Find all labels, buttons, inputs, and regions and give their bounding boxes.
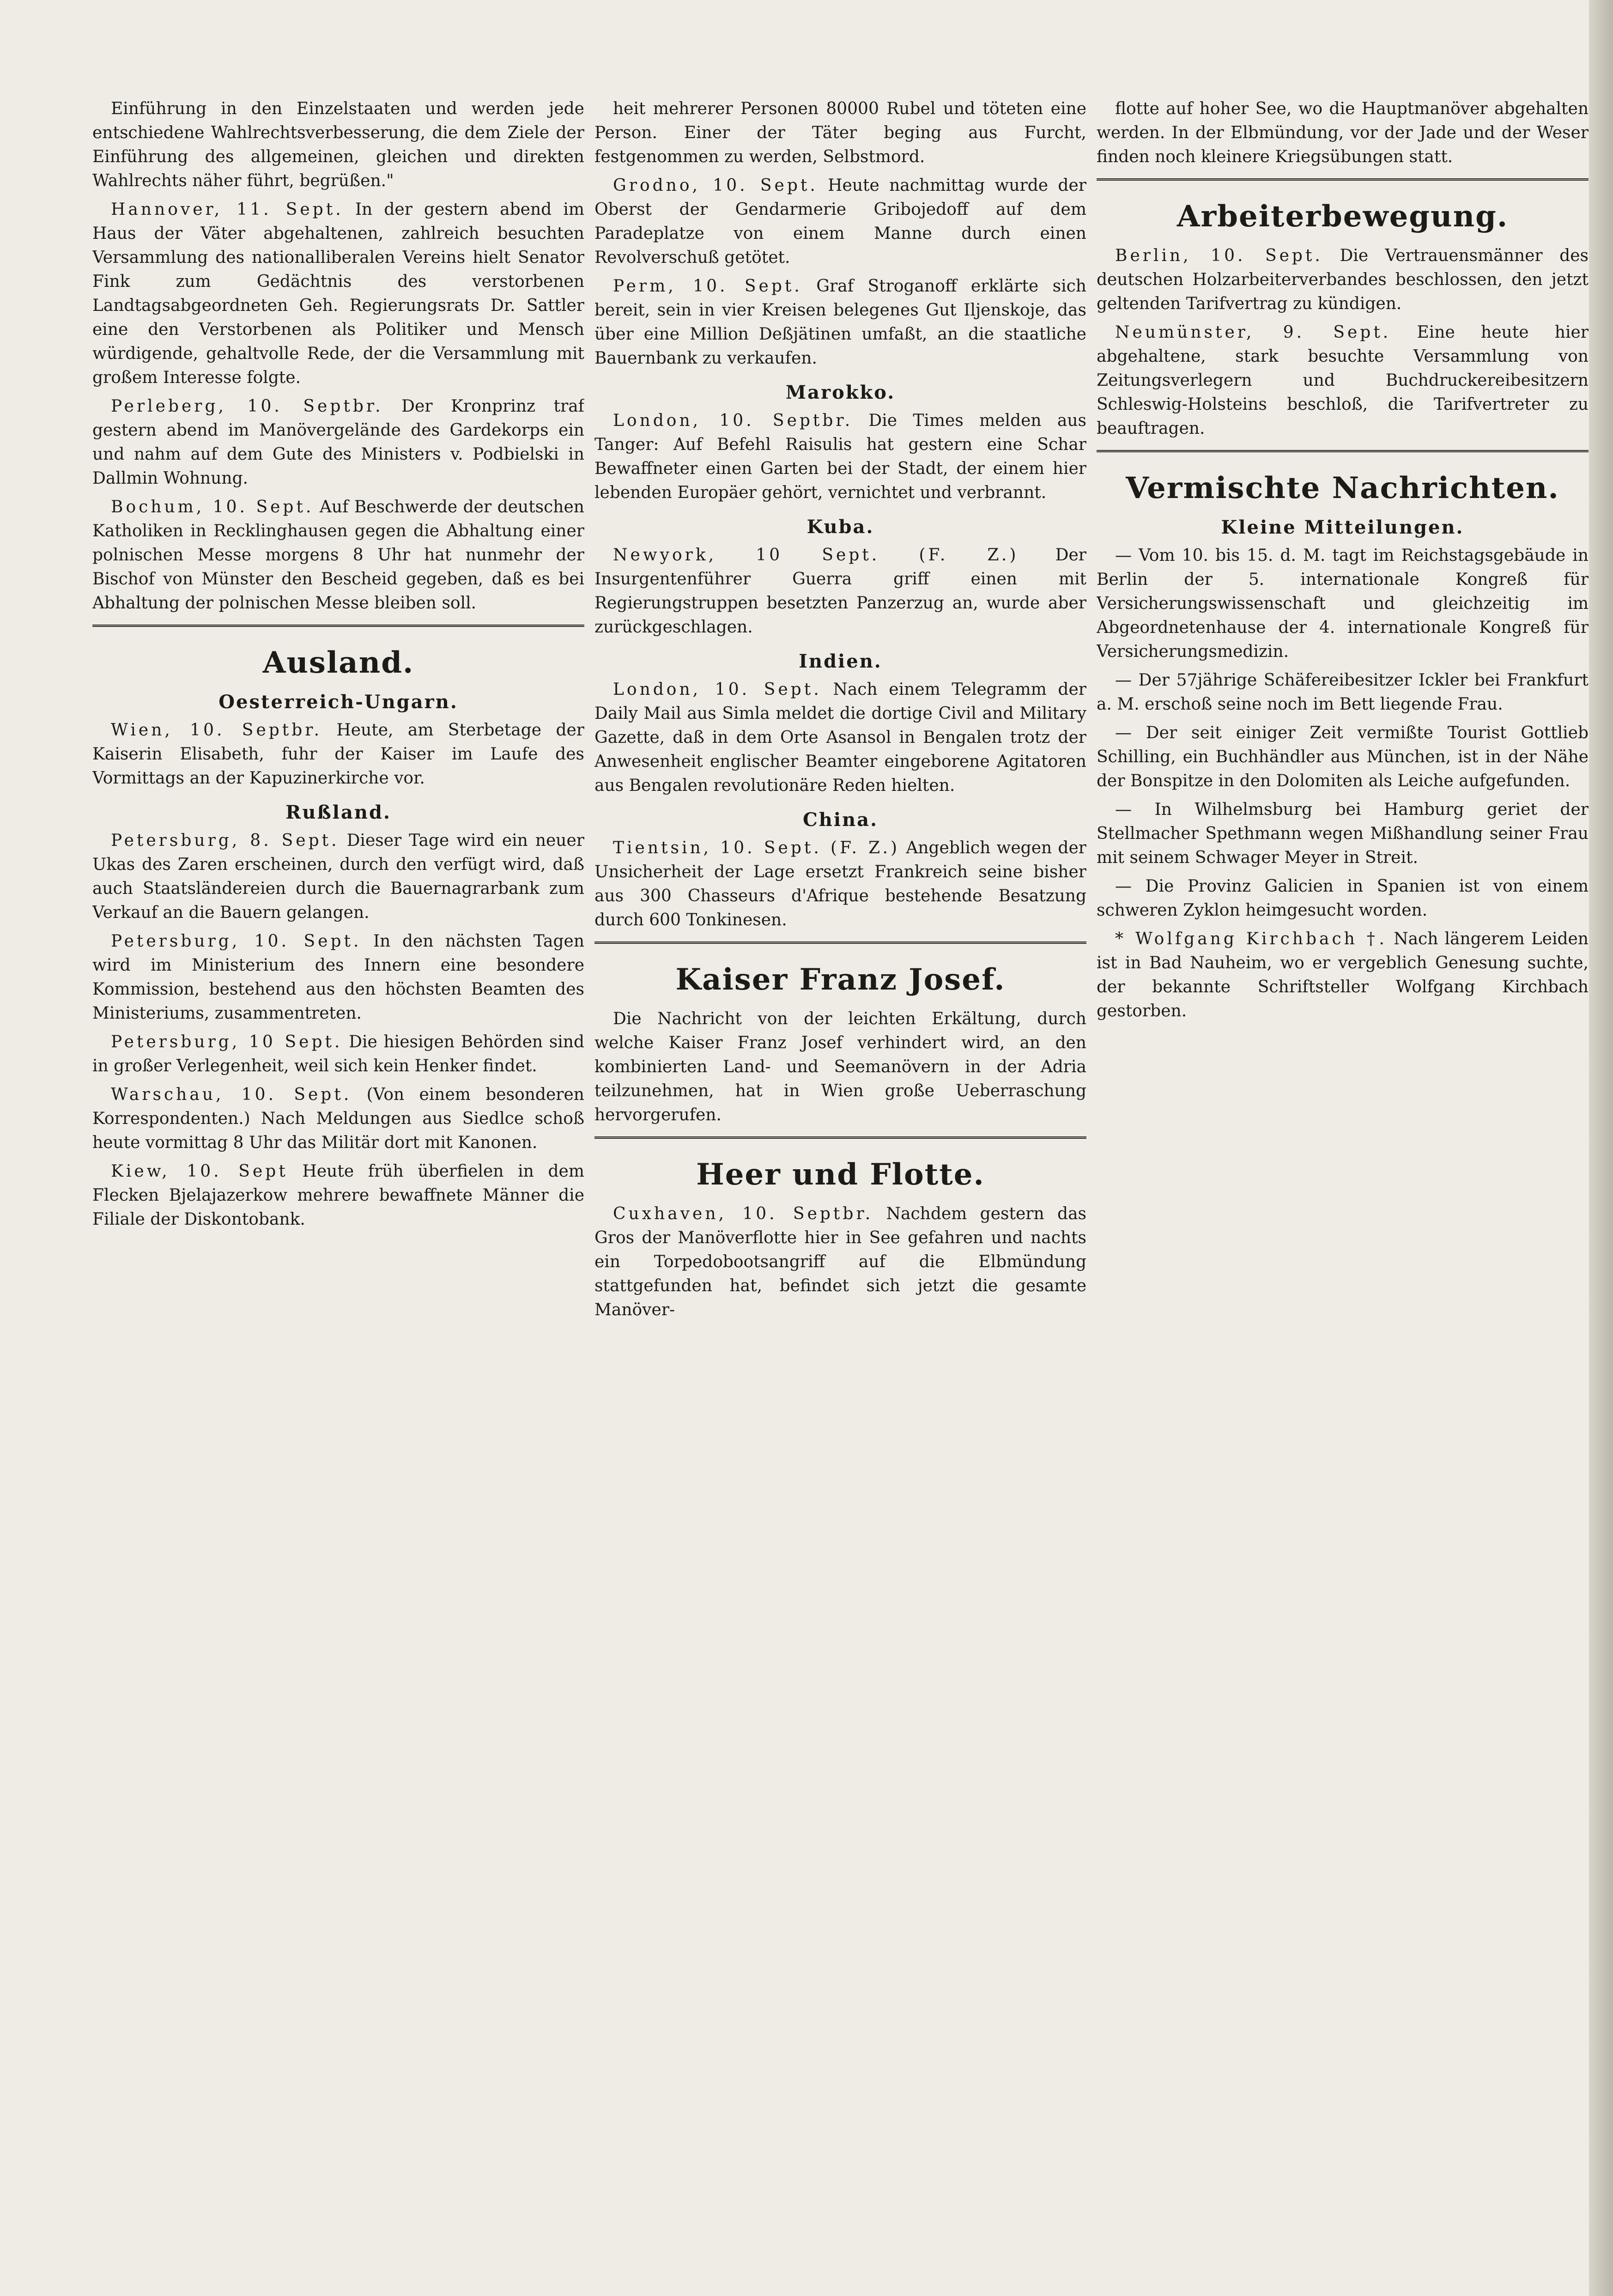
column-intro: Einführung in den Einzelstaaten und werden jede entschiedene Wahlrechtsverbesserung, die dem Ziele der Einführung des allgemeinen, gleichen und direkten Wahlrechts näher führt, begrüßen." — [92, 99, 584, 190]
dateline: Cuxhaven, 10. Septbr. — [613, 1204, 873, 1223]
section-heading: Heer und Flotte. — [696, 1157, 985, 1192]
dateline: Grodno, 10. Sept. — [613, 176, 818, 195]
article-paragraph — [92, 495, 584, 615]
dateline: Tientsin, 10. Sept. (F. Z.) — [613, 838, 900, 857]
section-heading: Ausland. — [262, 645, 414, 680]
dateline: Perm, 10. Sept. — [613, 277, 802, 296]
article-paragraph — [92, 929, 584, 1026]
article-text: Heute, am Sterbetage der Kaiserin Elisabeth, fuhr der Kaiser im Laufe des Vormittags an der Kapuzinerkirche vor. — [92, 721, 584, 788]
section-heading: Arbeiterbewegung. — [1176, 199, 1509, 234]
subsection-heading: Rußland. — [285, 802, 391, 823]
section-heading: Vermischte Nachrichten. — [1126, 471, 1559, 505]
article-paragraph — [92, 1030, 584, 1078]
subsection-heading: China. — [802, 809, 879, 831]
article-text: Die hiesigen Behörden sind in großer Verlegenheit, weil sich kein Henker findet. — [92, 1033, 584, 1075]
scan-page-edge — [1589, 0, 1613, 2296]
subsection-heading: Oesterreich-Ungarn. — [218, 691, 458, 713]
column-2 — [594, 97, 1086, 2268]
article-text: Nach längerem Leiden ist in Bad Nauheim, wo er vergeblich Genesung suchte, der bekannte Schriftsteller Wolfgang Kirchbach gestorben. — [1097, 929, 1589, 1020]
article-paragraph: Die Nachricht von der leichten Erkältung, durch welche Kaiser Franz Josef verhindert wird, an den kombinierten Land- und Seemanövern in der Adria teilzunehmen, hat in Wien große Ueberraschung hervorgerufen. — [594, 1009, 1086, 1124]
article-text: Nach einem Telegramm der Daily Mail aus Simla meldet die dortige Civil and Military Gazette, daß in dem Orte Asansol in Bengalen trotz der Anwesenheit englischer Beamter eingeborene Agitatoren aus Bengalen revolutionäre Reden hielten. — [594, 680, 1086, 795]
dateline: Perleberg, 10. Septbr. — [111, 397, 383, 416]
dateline: Warschau, 10. Sept. — [111, 1085, 352, 1104]
article-text: Der Insurgentenführer Guerra griff einen mit Regierungstruppen besetzten Panzerzug an, wurde aber zurückgeschlagen. — [594, 546, 1086, 637]
column-intro: flotte auf hoher See, wo die Hauptmanöver abgehalten werden. In der Elbmündung, vor der Jade und der Weser finden noch kleinere Kriegsübungen statt. — [1097, 99, 1589, 166]
dateline: London, 10. Sept. — [613, 680, 822, 699]
dateline: Newyork, 10 Sept. (F. Z.) — [613, 546, 1019, 565]
article-paragraph — [594, 836, 1086, 932]
article-paragraph: — Die Provinz Galicien in Spanien ist von einem schweren Zyklon heimgesucht worden. — [1097, 877, 1589, 920]
article-paragraph — [1097, 244, 1589, 316]
subsection-heading: Indien. — [799, 650, 882, 672]
article-text: Nachdem gestern das Gros der Manöverflotte hier in See gefahren und nachts ein Torpedobootsangriff auf die Elbmündung stattgefunden hat, befindet sich jetzt die gesamte Manöver- — [594, 1204, 1086, 1319]
article-paragraph — [1097, 927, 1589, 1023]
article-paragraph — [594, 543, 1086, 639]
article-text: In den nächsten Tagen wird im Ministerium des Innern eine besondere Kommission, bestehend aus den höchsten Beamten des Ministeriums, zusammentreten. — [92, 932, 584, 1023]
dateline: Wien, 10. Septbr. — [111, 721, 322, 740]
article-text: Die Vertrauensmänner des deutschen Holzarbeiterverbandes beschlossen, den jetzt geltenden Tarifvertrag zu kündigen. — [1097, 246, 1589, 313]
article-paragraph — [92, 1083, 584, 1155]
article-paragraph: — Der seit einiger Zeit vermißte Tourist Gottlieb Schilling, ein Buchhändler aus München, ist in der Nähe der Bonspitze in den Dolomiten als Leiche aufgefunden. — [1097, 723, 1589, 790]
article-text: Der Kronprinz traf gestern abend im Manövergelände des Gardekorps ein und nahm auf dem Gute des Ministers v. Podbielski in Dallmin Wohnung. — [92, 397, 584, 488]
article-paragraph — [92, 395, 584, 491]
article-paragraph: — In Wilhelmsburg bei Hamburg geriet der Stellmacher Spethmann wegen Mißhandlung seiner Frau mit seinem Schwager Meyer in Streit. — [1097, 800, 1589, 867]
section-divider — [1097, 178, 1589, 181]
column-3 — [1097, 97, 1589, 2268]
section-heading: Kaiser Franz Josef. — [675, 962, 1006, 997]
dateline: Berlin, 10. Sept. — [1115, 246, 1323, 265]
article-paragraph — [92, 718, 584, 790]
section-divider — [1097, 450, 1589, 452]
article-paragraph — [92, 198, 584, 390]
subsection-heading: Kleine Mitteilungen. — [1221, 516, 1464, 538]
newspaper-page — [92, 97, 1589, 2268]
article-text: Angeblich wegen der Unsicherheit der Lage ersetzt Frankreich seine bisher aus 300 Chasseurs d'Afrique bestehende Besatzung durch 600 Tonkinesen. — [594, 838, 1086, 929]
article-paragraph — [594, 678, 1086, 798]
section-divider — [594, 941, 1086, 944]
article-text: Dieser Tage wird ein neuer Ukas des Zaren erscheinen, durch den verfügt wird, daß auch Staatsländereien durch die Bauernagrarbank zum Verkauf an die Bauern gelangen. — [92, 831, 584, 922]
article-paragraph — [594, 1202, 1086, 1322]
dateline: London, 10. Septbr. — [613, 411, 853, 430]
dateline: Petersburg, 10. Sept. — [111, 932, 362, 951]
section-divider — [594, 1136, 1086, 1139]
dateline: * Wolfgang Kirchbach †. — [1115, 929, 1387, 948]
dateline: Petersburg, 10 Sept. — [111, 1033, 343, 1051]
article-text: (Von einem besonderen Korrespondenten.) Nach Meldungen aus Siedlce schoß heute vormittag 8 Uhr das Militär dort mit Kanonen. — [92, 1085, 584, 1152]
article-paragraph — [92, 1160, 584, 1232]
subsection-heading: Marokko. — [785, 382, 896, 403]
subsection-heading: Kuba. — [806, 516, 874, 538]
article-text: Die Times melden aus Tanger: Auf Befehl Raisulis hat gestern eine Schar Bewaffneter einen Garten bei der Stadt, der einem hier lebenden Europäer gehört, vernichtet und verbrannt. — [594, 411, 1086, 502]
column-1 — [92, 97, 584, 2268]
article-text: In der gestern abend im Haus der Väter abgehaltenen, zahlreich besuchten Versammlung des nationalliberalen Vereins hielt Senator Fink zum Gedächtnis des verstorbenen Landtagsabgeordneten Geh. Regierungsrats Dr. Sattler eine den Verstorbenen als Politiker und Mensch würdigende, gehaltvolle Rede, der die Versammlung mit großem Interesse folgte. — [92, 200, 584, 387]
article-text: Graf Stroganoff erklärte sich bereit, sein in vier Kreisen belegenes Gut Iljenskoje, das über eine Million Deßjätinen umfaßt, an die staatliche Bauernbank zu verkaufen. — [594, 277, 1086, 368]
article-text: Eine heute hier abgehaltene, stark besuchte Versammlung von Zeitungsverlegern und Buchdruckereibesitzern Schleswig-Holsteins beschloß, die Tarifvertreter zu beauftragen. — [1097, 323, 1589, 438]
article-paragraph — [92, 829, 584, 925]
column-intro: heit mehrerer Personen 80000 Rubel und töteten eine Person. Einer der Täter beging aus Furcht, festgenommen zu werden, Selbstmord. — [594, 99, 1086, 166]
dateline: Hannover, 11. Sept. — [111, 200, 344, 219]
article-text: Heute nachmittag wurde der Oberst der Gendarmerie Gribojedoff auf dem Paradeplatze von einem Manne durch einen Revolverschuß getötet. — [594, 176, 1086, 267]
article-paragraph — [594, 274, 1086, 371]
article-paragraph — [594, 409, 1086, 505]
section-divider — [92, 625, 584, 627]
article-paragraph — [594, 174, 1086, 270]
article-paragraph — [1097, 321, 1589, 441]
dateline: Kiew, 10. Sept — [111, 1162, 288, 1181]
article-text: Auf Beschwerde der deutschen Katholiken in Recklinghausen gegen die Abhaltung einer polnischen Messe morgens 8 Uhr hat nunmehr der Bischof von Münster den Bescheid gegeben, daß es bei Abhaltung der polnischen Messe bleiben soll. — [92, 498, 584, 613]
article-paragraph: — Vom 10. bis 15. d. M. tagt im Reichstagsgebäude in Berlin der 5. internationale Kongreß für Versicherungswissenschaft und gleichzeitig im Abgeordnetenhause der 4. internationale Kongreß für Versicherungsmedizin. — [1097, 546, 1589, 661]
dateline: Bochum, 10. Sept. — [111, 498, 314, 516]
dateline: Neumünster, 9. Sept. — [1115, 323, 1391, 342]
dateline: Petersburg, 8. Sept. — [111, 831, 340, 850]
article-paragraph: — Der 57jährige Schäfereibesitzer Ickler bei Frankfurt a. M. erschoß seine noch im Bett liegende Frau. — [1097, 671, 1589, 714]
article-text: Heute früh überfielen in dem Flecken Bjelajazerkow mehrere bewaffnete Männer die Filiale der Diskontobank. — [92, 1162, 584, 1229]
